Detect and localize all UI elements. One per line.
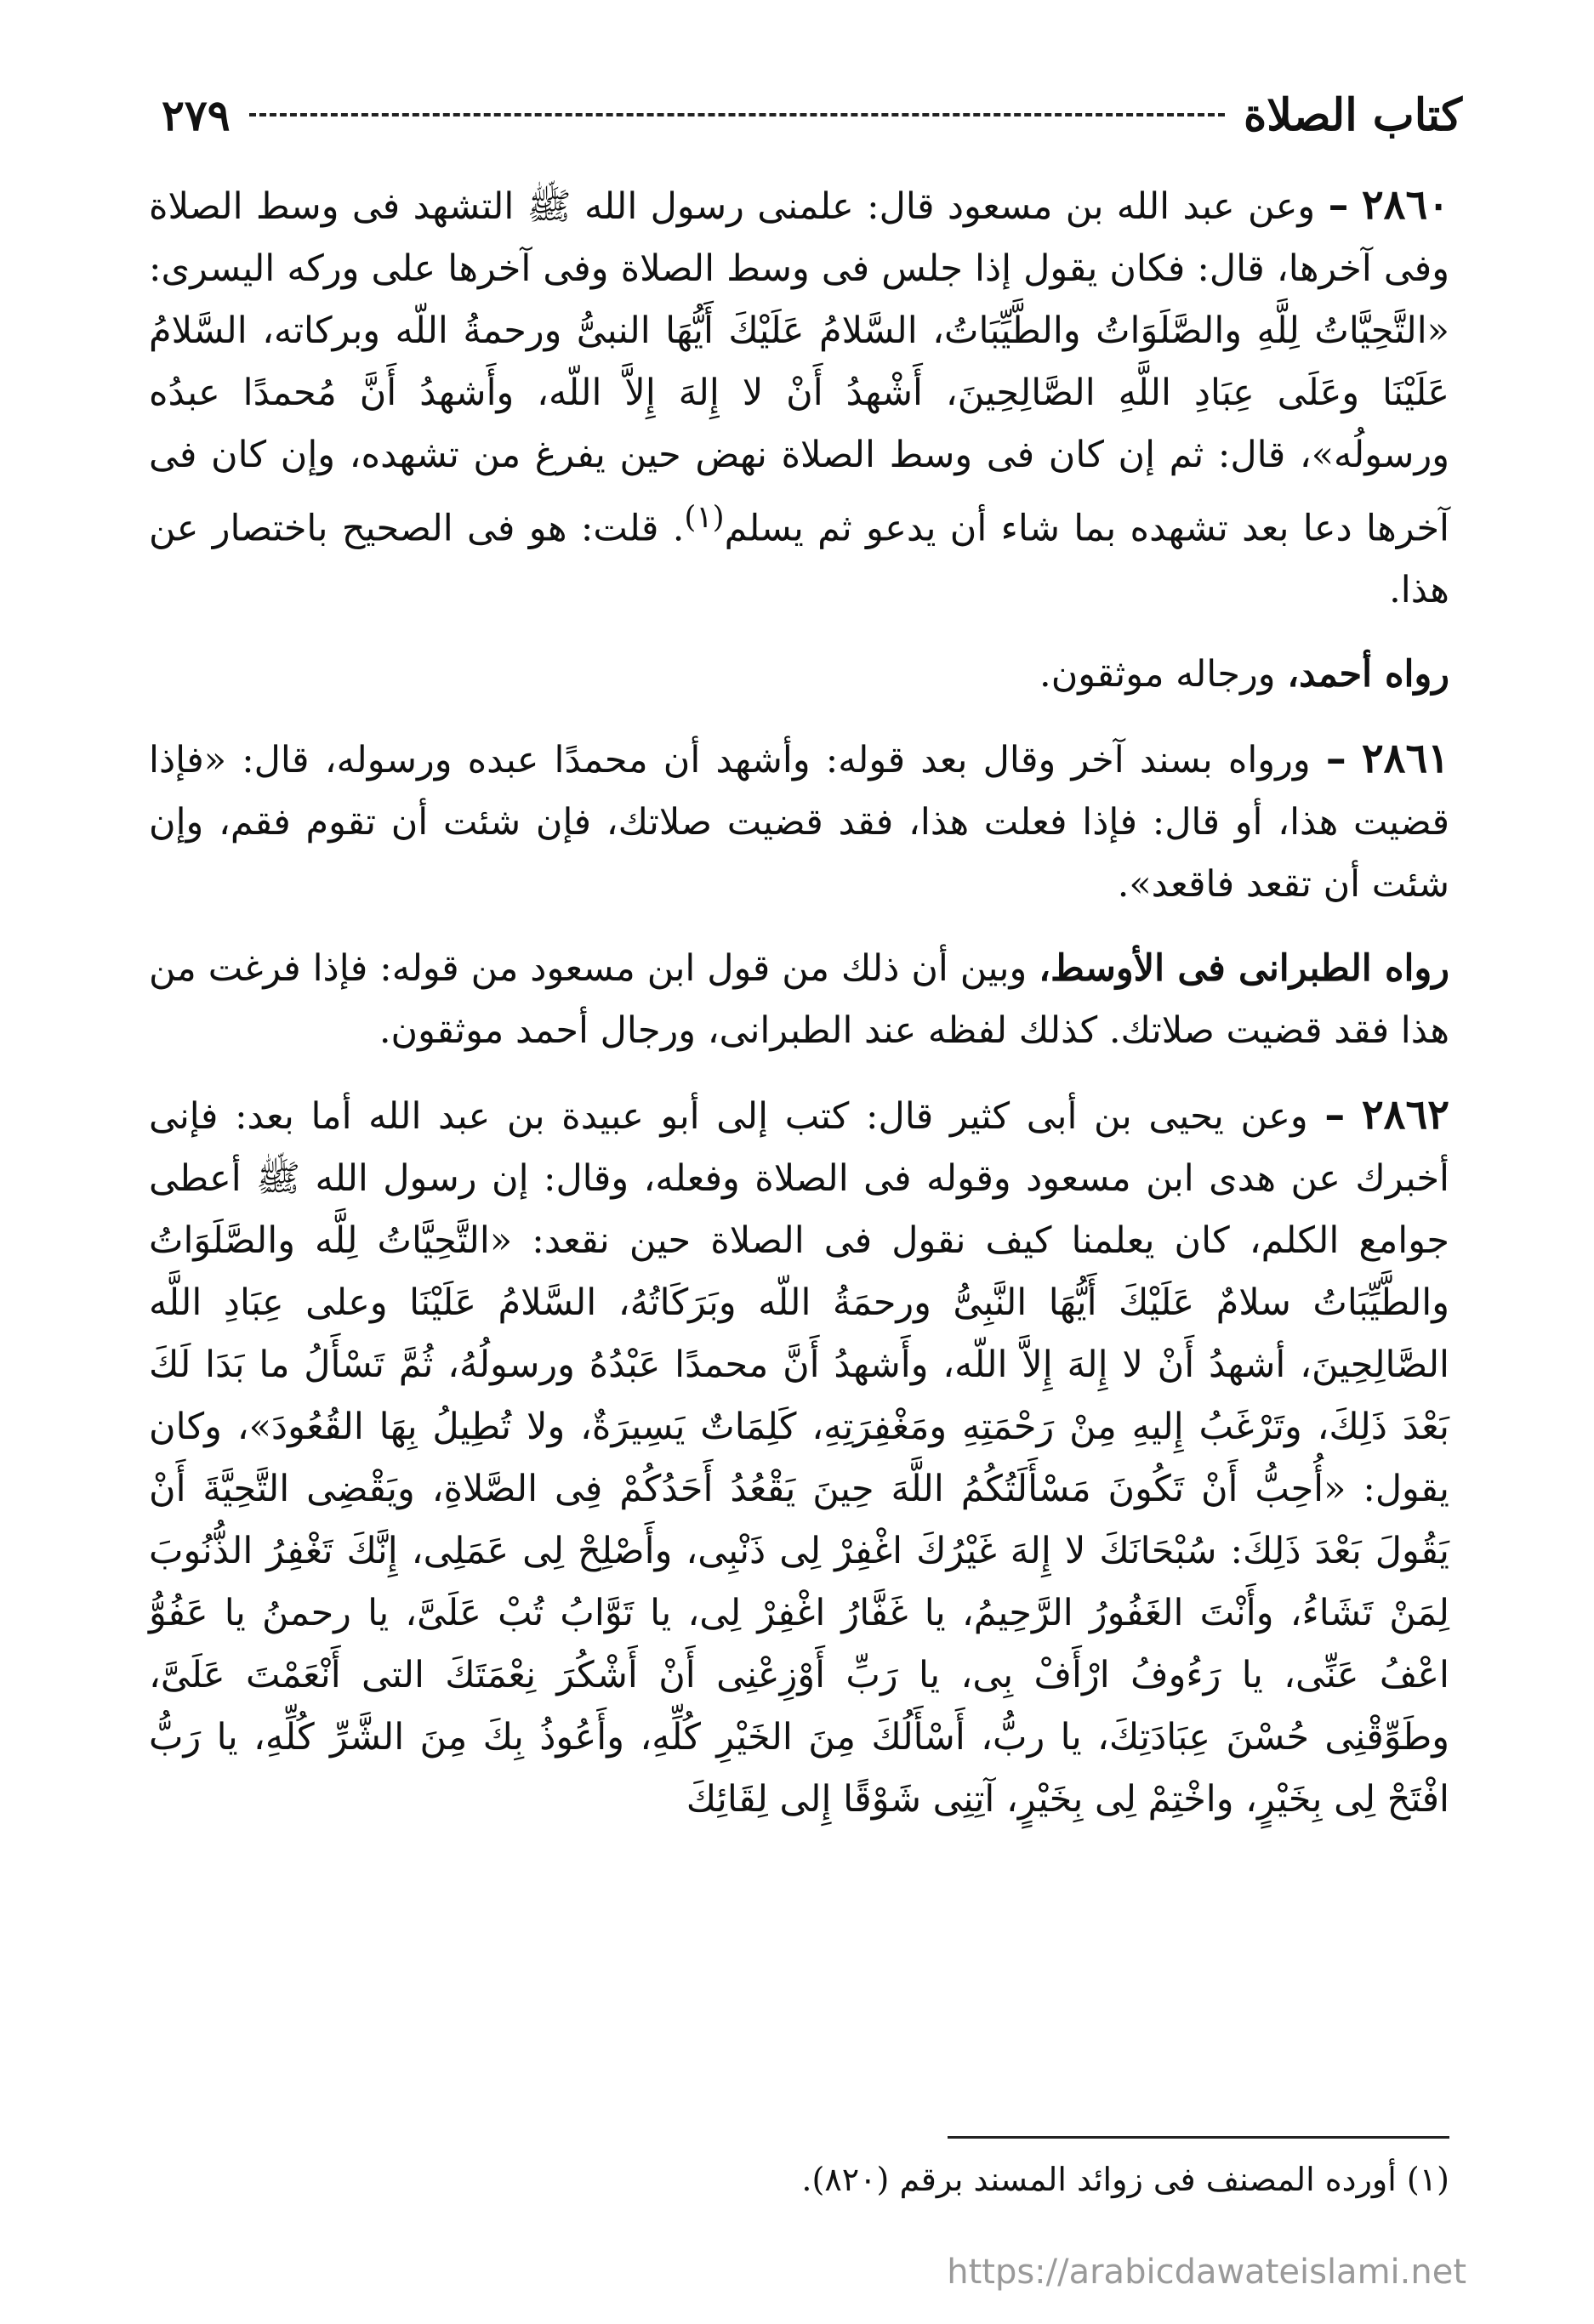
hadith-number: ٢٨٦٠ bbox=[1361, 181, 1450, 229]
hadith-text: وعن عبد الله بن مسعود قال: علمنى رسول الله ﷺ التشهد فى وسط الصلاة وفى آخرها، قال: فكان يقول إذا جلس فى وسط الصلاة وفى آخرها على وركه اليسرى: «التَّحِيَّاتُ لِلَّهِ والصَّلَوَاتُ والطَّيِّبَاتُ، السَّلامُ عَلَيْكَ أَيُّهَا النبىُّ ورحمةُ اللّه وبركاته، السَّلامُ عَلَيْنَا وعَلَى عِبَادِ اللَّهِ الصَّالِحِينَ، أَشْهدُ أَنْ لا إِلهَ إِلاَّ اللّه، وأَشهدُ أَنَّ مُحمدًا عبدُه ورسولُه»، قال: ثم إن كان فى وسط الصلاة نهض حين يفرغ من تشهده، وإن كان فى آخرها دعا بعد تشهده بما شاء أن يدعو ثم يسلم bbox=[149, 185, 1449, 550]
hadith-dash: – bbox=[1324, 1091, 1346, 1139]
source-note-2 bbox=[149, 938, 1449, 1062]
hadith-number: ٢٨٦٢ bbox=[1361, 1091, 1450, 1139]
hadith-2860 bbox=[149, 174, 1449, 622]
hadith-text: وعن يحيى بن أبى كثير قال: كتب إلى أبو عبيدة بن عبد الله أما بعد: فإنى أخبرك عن هدى ابن مسعود وقوله فى الصلاة وفعله، وقال: إن رسول الله ﷺ أعطى جوامع الكلم، كان يعلمنا كيف نقول فى الصلاة حين نقعد: «التَّحِيَّاتُ لِلَّه والصَّلَوَاتُ والطَّيِّبَاتُ سلامٌ عَلَيْكَ أَيُّهَا النَّبِىُّ ورحمَةُ اللّه وبَرَكَاتُهُ، السَّلامُ عَلَيْنَا وعلى عِبَادِ اللَّه الصَّالِحِينَ، أشهدُ أَنْ لا إِلهَ إِلاَّ اللّه، وأَشهدُ أَنَّ محمدًا عَبْدُهُ ورسولُهُ، ثُمَّ تَسْأَلُ ما بَدَا لَكَ بَعْدَ ذَلِكَ، وتَرْغَبُ إِليهِ مِنْ رَحْمَتِهِ ومَغْفِرَتِهِ، كَلِمَاتٌ يَسِيرَةٌ، ولا تُطِيلُ بِهَا القُعُودَ»، وكان يقول: «أُحِبُّ أَنْ تَكُونَ مَسْأَلَتُكُمُ اللَّهَ حِينَ يَقْعُدُ أَحَدُكُمْ فِى الصَّلاةِ، ويَقْضِى التَّحِيَّةَ أَنْ يَقُولَ بَعْدَ ذَلِكَ: سُبْحَانَكَ لا إِلهَ غَيْرُكَ اغْفِرْ لِى ذَنْبِى، وأَصْلِحْ لِى عَمَلِى، إِنَّكَ تَغْفِرُ الذُّنُوبَ لِمَنْ تَشَاءُ، وأَنْتَ الغَفُورُ الرَّحِيمُ، يا غَفَّارُ اغْفِرْ لِى، يا تَوَّابُ تُبْ عَلَىَّ، يا رحمنُ يا عَفُوُّ اعْفُ عَنِّى، يا رَءُوفُ ارْأَفْ بِى، يا رَبِّ أَوْزِعْنِى أَنْ أَشْكُرَ نِعْمَتَكَ التى أَنْعَمْتَ عَلَىَّ، وطَوِّقْنِى حُسْنَ عِبَادَتِكَ، يا ربُّ، أَسْأَلُكَ مِنَ الخَيْرِ كُلِّهِ، وأَعُوذُ بِكَ مِنَ الشَّرِّ كُلِّهِ، يا رَبُّ افْتَحْ لِى بِخَيْرٍ، واخْتِمْ لِى بِخَيْرٍ، آتِنِى شَوْقًا إِلى لِقَائِكَ bbox=[149, 1095, 1449, 1821]
hadith-text: ورواه بسند آخر وقال بعد قوله: وأشهد أن محمدًا عبده ورسوله، قال: «فإذا قضيت هذا، أو قال: فإذا فعلت هذا، فقد قضيت صلاتك، فإن شئت أن تقوم فقم، وإن شئت أن تقعد فاقعد». bbox=[149, 739, 1449, 906]
page-header bbox=[162, 81, 1462, 149]
book-title: كتاب الصلاة bbox=[1243, 88, 1462, 141]
header-dashed-rule bbox=[249, 113, 1225, 116]
hadith-2861 bbox=[149, 728, 1449, 916]
hadith-text-continued: . قلت: هو فى الصحيح باختصار عن هذا. bbox=[149, 507, 1449, 612]
source-note-1 bbox=[149, 644, 1449, 706]
page-number: ٢٧٩ bbox=[162, 89, 231, 140]
main-text bbox=[149, 174, 1449, 1853]
hadith-number: ٢٨٦١ bbox=[1361, 735, 1450, 783]
source-text: ورجاله موثقون. bbox=[1039, 653, 1288, 696]
website-watermark: https://arabicdawateislami.net bbox=[947, 2253, 1466, 2292]
hadith-dash: – bbox=[1325, 735, 1346, 783]
hadith-dash: – bbox=[1328, 181, 1349, 229]
source-label: رواه أحمد، bbox=[1287, 653, 1449, 696]
footnote: (١) أورده المصنف فى زوائد المسند برقم (٨٢٠). bbox=[801, 2161, 1449, 2198]
hadith-2862 bbox=[149, 1084, 1449, 1831]
footnote-divider bbox=[948, 2136, 1449, 2139]
source-text: وبين أن ذلك من قول ابن مسعود من قوله: فإذا فرغت من هذا فقد قضيت صلاتك. كذلك لفظه عند الطبرانى، ورجال أحمد موثقون. bbox=[149, 947, 1449, 1053]
source-label: رواه الطبرانى فى الأوسط، bbox=[1039, 947, 1449, 991]
footnote-reference: (١) bbox=[684, 500, 725, 535]
